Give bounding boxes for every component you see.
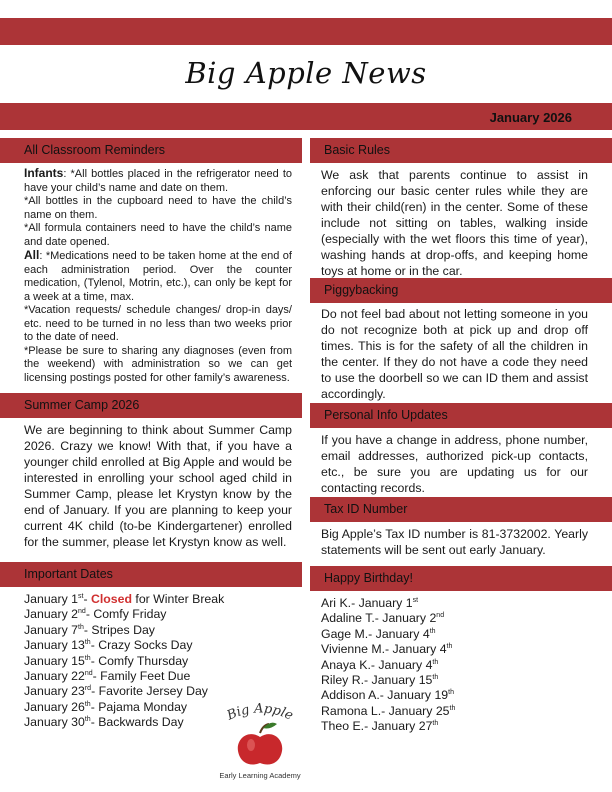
rules-header [310,138,612,163]
tax-header [310,497,612,522]
infants-label: Infants [24,166,64,180]
list-item: Addison A.- January 19th [321,688,454,703]
list-item: January 13th- Crazy Socks Day [24,638,193,653]
all-paragraph [24,249,292,304]
list-item: January 15th- Comfy Thursday [24,653,189,668]
info-heading: Personal Info Updates [324,408,448,422]
top-banner [0,18,612,45]
list-item: Ramona L.- January 25th [321,703,456,718]
list-item: January 30th- Backwards Day [24,715,184,730]
summer-body: We are beginning to think about Summer Camp 2026. Crazy we know! With that, if you have a younger child enrolled at Big Apple and would be interested in enrolling your school aged child in Summer Camp, please let Krystyn know by the end of January. If you are planning to keep your current 4K child (to-be Kindergartener) enrolled for the summer, please let Krystyn know as well. [24,423,292,549]
list-item: January 2nd- Comfy Friday [24,607,167,622]
dates-header [0,562,302,587]
newsletter-date: January 2026 [489,110,572,125]
birthday-list [321,596,581,735]
info-body: If you have a change in address, phone number, email addresses, authorized pick-up contacts, etc., be sure you are updating us for our contacting records. [321,433,588,495]
piggy-header [310,278,612,303]
logo-bottom-text: Early Learning Academy [219,771,301,780]
newsletter-title: Big Apple News [185,56,427,90]
all-label: All [24,248,40,262]
reminders-body [24,167,292,385]
rules-heading: Basic Rules [324,143,390,157]
list-item: Gage M.- January 4th [321,626,436,641]
list-item: Riley R.- January 15th [321,673,439,688]
list-item: Vivienne M.- January 4th [321,642,453,657]
all-line-1: : *Medications need to be taken home at the end of each administration period. Over the counter medication, (Tylenol, Motrin, etc.), can only be kept for a week at a time, max. [24,250,292,303]
reminders-heading: All Classroom Reminders [24,143,166,157]
all-line-2: *Vacation requests/ schedule changes/ drop-in days/ etc. need to be turned in no less than two weeks prior to the date of need. [24,304,292,343]
birthday-heading: Happy Birthday! [324,571,413,585]
tax-heading: Tax ID Number [324,502,408,516]
reminders-header [0,138,302,163]
infants-line-2: *All bottles in the cupboard need to have the child’s name on them. [24,195,292,221]
piggy-body: Do not feel bad about not letting someone in you do not recognize both at pick up and drop off times. This is for the safety of all the children in the center. If they do not have a code they need to use the doorbell so we can ID them and assist accordingly. [321,307,588,401]
list-item: Adaline T.- January 2nd [321,611,445,626]
infants-line-3: *All formula containers need to have the child’s name and date opened. [24,222,292,248]
summer-heading: Summer Camp 2026 [24,398,140,412]
infants-line-1: : *All bottles placed in the refrigerator need to have your child’s name and date on them. [24,168,292,194]
list-item: January 26th- Pajama Monday [24,699,188,714]
summer-header [0,393,302,418]
list-item: January 7th- Stripes Day [24,622,155,637]
rules-body: We ask that parents continue to assist in enforcing our basic center rules while they are with their child(ren) in the center. Some of these include not sitting on tables, walking inside (especially with the wet floors this time of year), washing hands at drop-offs, and keeping home toys at home or in the car. [321,168,588,278]
closed-label: Closed [90,592,132,606]
list-item: Theo E.- January 27th [321,719,439,734]
list-item: January 1st- Closed for Winter Break [24,592,225,606]
infants-paragraph [24,167,292,195]
piggy-heading: Piggybacking [324,283,399,297]
list-item: Ari K.- January 1st [321,596,419,610]
logo-top-text: Big Apple [224,701,296,724]
birthday-header [310,566,612,591]
list-item: January 23rd- Favorite Jersey Day [24,684,208,699]
info-header [310,403,612,428]
big-apple-logo [205,690,315,785]
tax-body: Big Apple’s Tax ID number is 81-3732002. Yearly statements will be sent out early January. [321,527,588,557]
list-item: Anaya K.- January 4th [321,657,439,672]
dates-heading: Important Dates [24,567,113,581]
list-item: January 22nd- Family Feet Due [24,669,191,684]
all-line-3: *Please be sure to sharing any diagnoses (even from the weekend) with administration so we can get licensing postings posted for other family’s awareness. [24,344,292,384]
